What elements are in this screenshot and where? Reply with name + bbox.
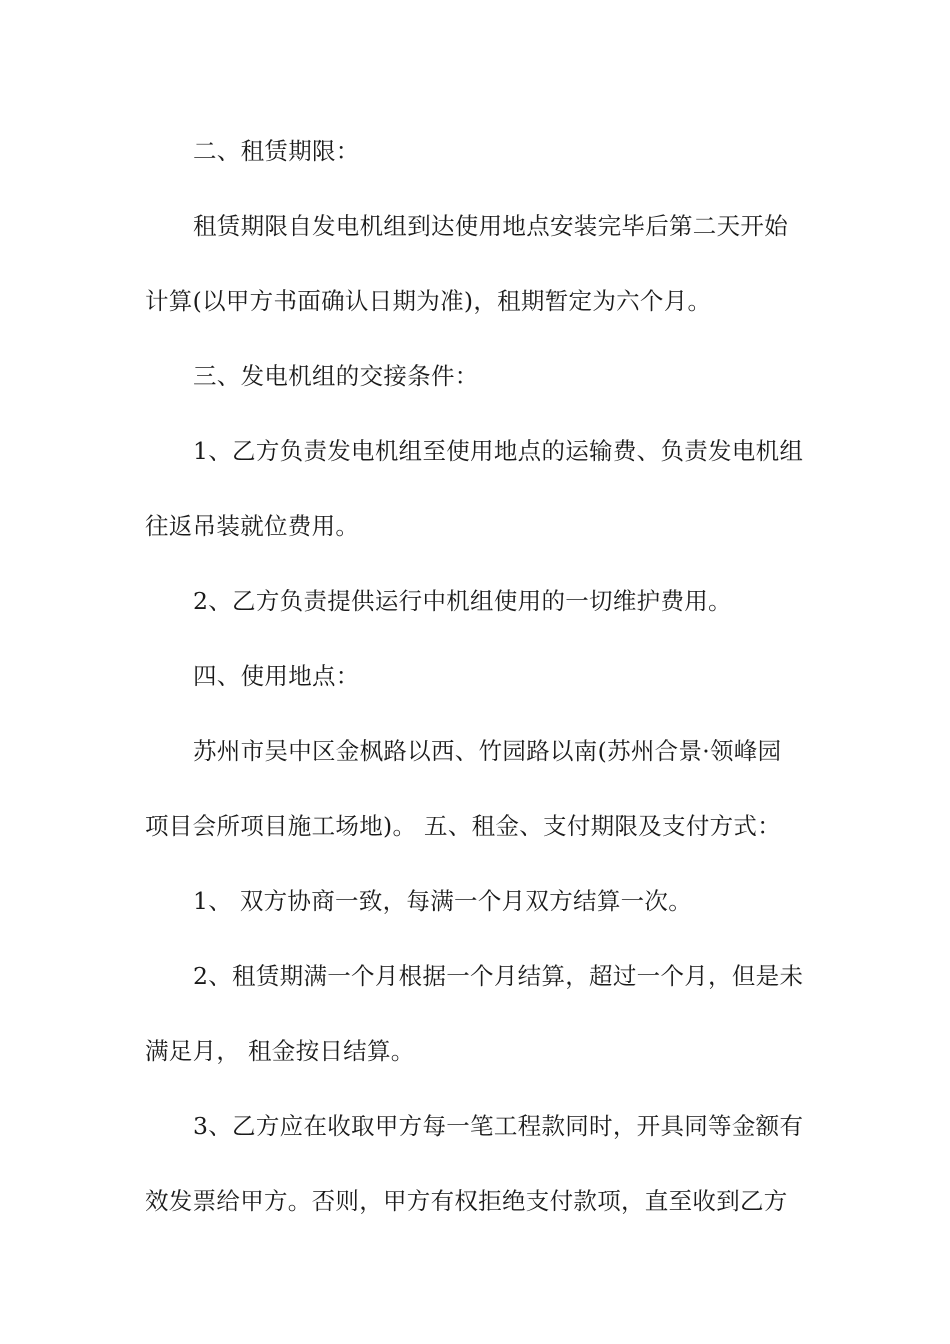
section-heading-handover-conditions: 三、发电机组的交接条件： [193, 362, 479, 390]
section-heading-location: 四、使用地点： [193, 662, 360, 690]
paragraph-line: 往返吊装就位费用。 [145, 512, 360, 540]
paragraph-line: 2、乙方负责提供运行中机组使用的一切维护费用。 [193, 587, 732, 615]
paragraph-line: 项目会所项目施工场地)。 五、租金、支付期限及支付方式： [145, 812, 782, 840]
paragraph-line: 苏州市吴中区金枫路以西、竹园路以南(苏州合景·领峰园 [193, 737, 782, 765]
paragraph-line: 租赁期限自发电机组到达使用地点安装完毕后第二天开始 [193, 212, 788, 240]
paragraph-line: 1、 双方协商一致，每满一个月双方结算一次。 [193, 887, 693, 915]
paragraph-line: 3、乙方应在收取甲方每一笔工程款同时，开具同等金额有 [193, 1112, 804, 1140]
paragraph-line: 计算(以甲方书面确认日期为准)，租期暂定为六个月。 [145, 287, 712, 315]
paragraph-line: 1、乙方负责发电机组至使用地点的运输费、负责发电机组 [193, 437, 804, 465]
paragraph-line: 效发票给甲方。否则，甲方有权拒绝支付款项，直至收到乙方 [145, 1187, 788, 1215]
section-heading-lease-term: 二、租赁期限： [193, 137, 360, 165]
paragraph-line: 满足月， 租金按日结算。 [145, 1037, 415, 1065]
paragraph-line: 2、租赁期满一个月根据一个月结算，超过一个月，但是未 [193, 962, 804, 990]
